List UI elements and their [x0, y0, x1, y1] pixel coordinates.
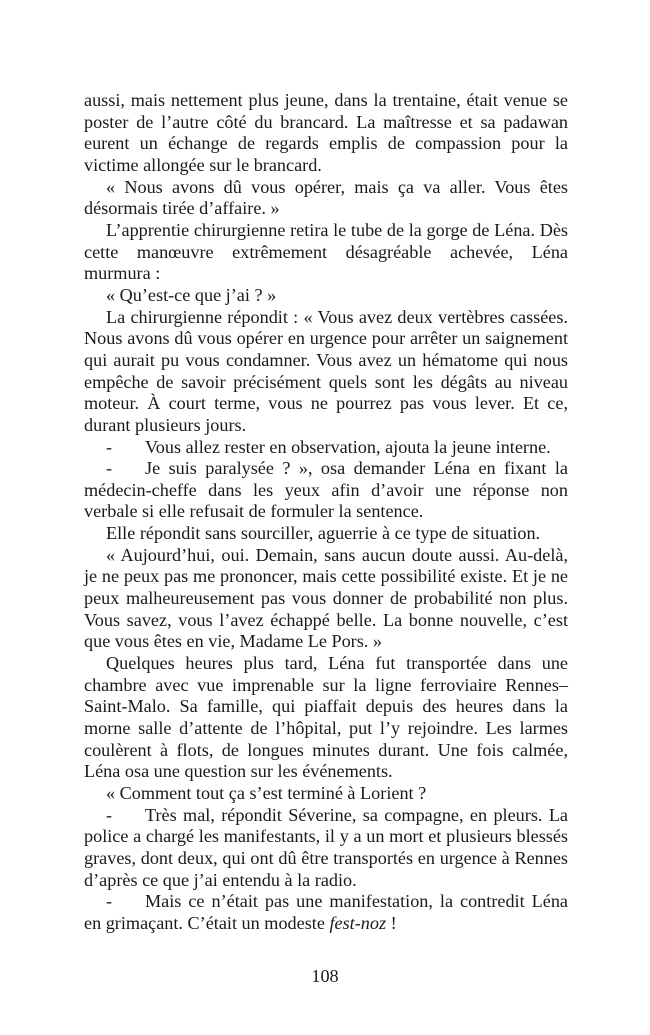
- dialogue-text: Vous allez rester en observation, ajouta la jeune interne.: [145, 436, 551, 457]
- dialogue-line: [84, 891, 568, 934]
- dialogue-dash: -: [106, 436, 113, 457]
- dialogue-line: [84, 805, 568, 892]
- paragraph: « Qu’est-ce que j’ai ? »: [106, 284, 277, 305]
- dialogue-text: Mais ce n’était pas une manifestation, la contredit Léna en grimaçant. C’était un modeste: [84, 891, 568, 933]
- paragraph: La chirurgienne répondit : « Vous avez deux vertèbres cassées. Nous avons dû vous opérer en urgence pour arrêter un saignement qui aurait pu vous condamner. Vous avez un hématome qui nous empêche de savoir précisément quels sont les dégâts au niveau moteur. À court terme, vous ne pourrez pas vous lever. Et ce, durant plusieurs jours.: [84, 306, 568, 435]
- paragraph: « Nous avons dû vous opérer, mais ça va aller. Vous êtes désormais tirée d’affaire. »: [84, 176, 568, 219]
- paragraph: Elle répondit sans sourciller, aguerrie à ce type de situation.: [106, 523, 541, 544]
- dialogue-dash: -: [106, 804, 113, 825]
- paragraph: Quelques heures plus tard, Léna fut transportée dans une chambre avec vue imprenable sur la ligne ferroviaire Rennes–Saint-Malo. Sa famille, qui piaffait depuis des heures dans la morne salle d’attente de l’hôpital, put l’y rejoindre. Les larmes coulèrent à flots, de longues minutes durant. Une fois calmée, Léna osa une question sur les événements.: [84, 653, 568, 782]
- paragraph: L’apprentie chirurgienne retira le tube de la gorge de Léna. Dès cette manœuvre extrêmement désagréable achevée, Léna murmura :: [84, 219, 568, 284]
- dialogue-line: [84, 458, 568, 523]
- paragraph: « Comment tout ça s’est terminé à Lorient ?: [106, 783, 427, 803]
- paragraph: aussi, mais nettement plus jeune, dans la trentaine, était venue se poster de l’autre côté du brancard. La maîtresse et sa padawan eurent un échange de regards emplis de compassion pour la victime allongée sur le brancard.: [84, 90, 568, 175]
- dialogue-dash: -: [106, 891, 113, 912]
- paragraph: « Aujourd’hui, oui. Demain, sans aucun doute aussi. Au-delà, je ne peux pas me prononcer, mais cette possibilité existe. Et je ne peux malheureusement pas vous donner de probabilité non plus. Vous savez, vous l’avez échappé belle. La bonne nouvelle, c’est que vous êtes en vie, Madame Le Pors. »: [84, 544, 568, 652]
- dialogue-text-tail: !: [386, 912, 397, 933]
- italic-term: fest-noz: [329, 912, 387, 933]
- dialogue-dash: -: [106, 458, 113, 479]
- page-number: 108: [311, 966, 339, 986]
- dialogue-line: [84, 437, 568, 459]
- dialogue-text: Très mal, répondit Séverine, sa compagne, en pleurs. La police a chargé les manifestants, il y a un mort et plusieurs blessés graves, dont deux, qui ont dû être transportés en urgence à Rennes d’après ce que j’ai entendu à la radio.: [84, 804, 568, 890]
- book-page: [84, 90, 568, 935]
- dialogue-text: Je suis paralysée ? », osa demander Léna en fixant la médecin-cheffe dans les yeux afin d’avoir une réponse non verbale si elle refusait de formuler la sentence.: [84, 458, 568, 522]
